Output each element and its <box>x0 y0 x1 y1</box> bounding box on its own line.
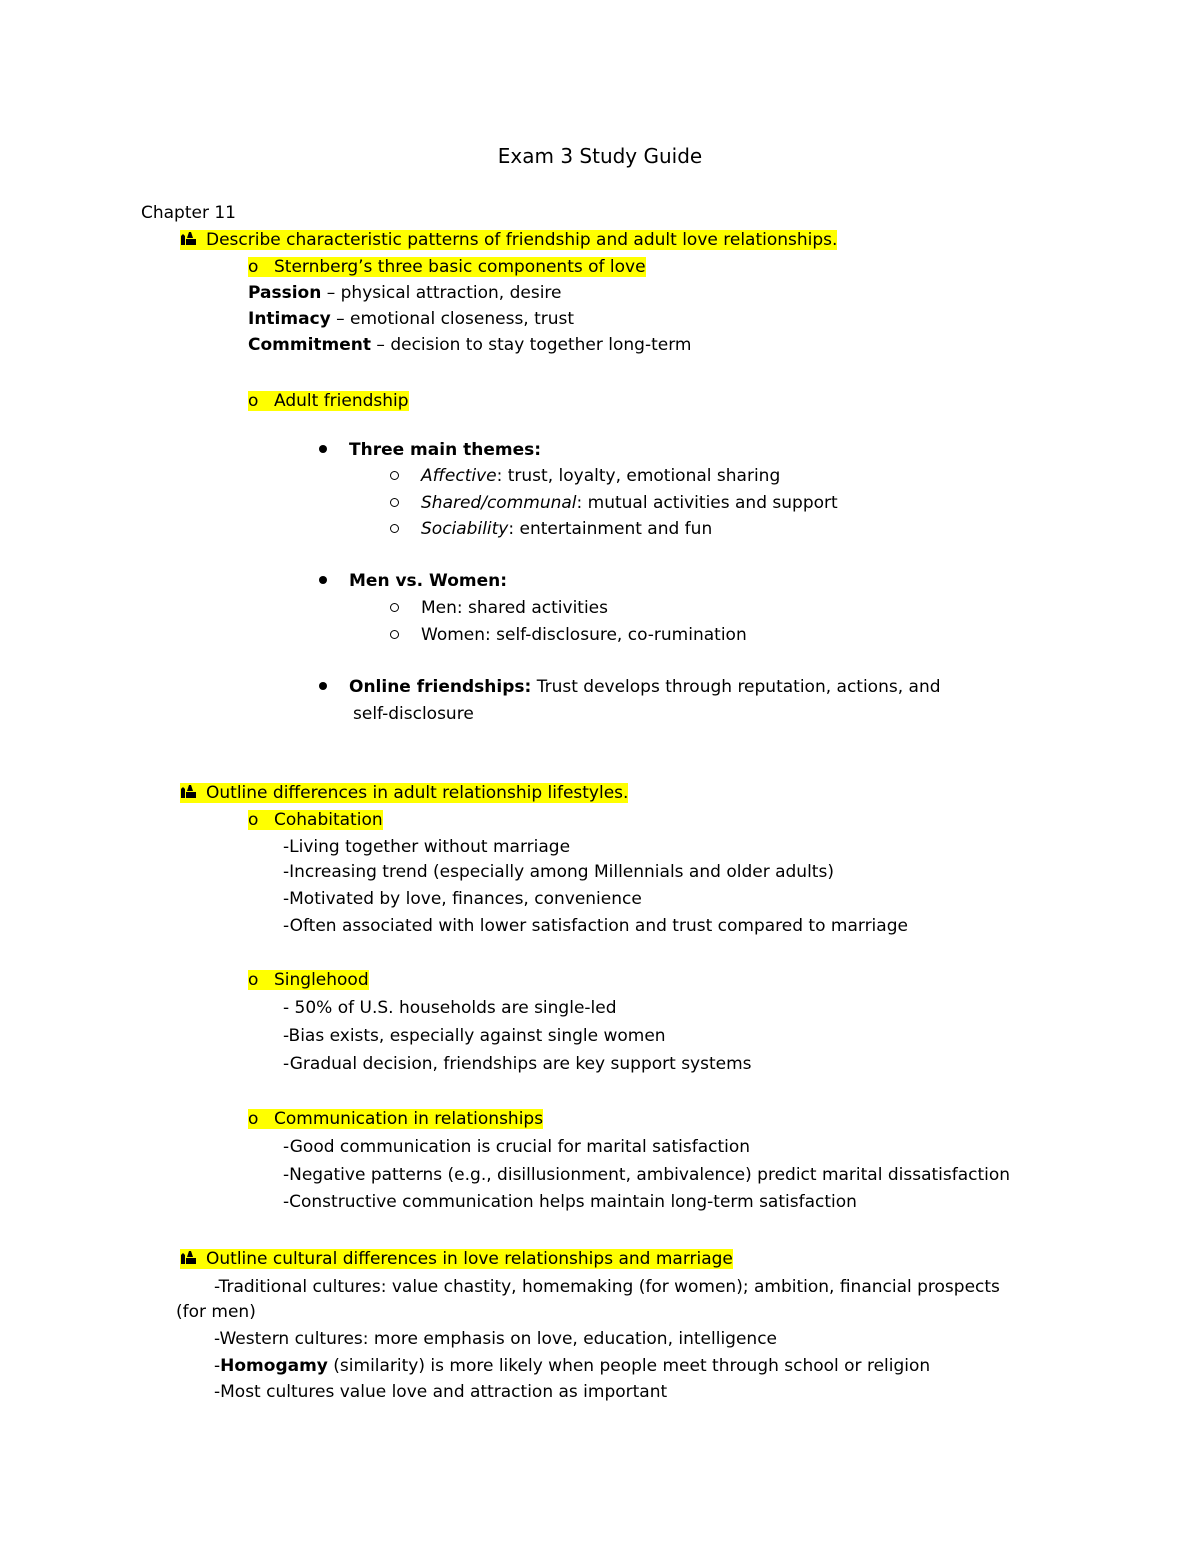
sub-bullet-marker: o <box>248 1109 259 1129</box>
sternberg-heading: o Sternberg’s three basic components of love <box>248 257 646 277</box>
list-item: Commitment – decision to stay together long-term <box>248 335 692 355</box>
list-item: Intimacy – emotional closeness, trust <box>248 309 575 329</box>
list-item: -Traditional cultures: value chastity, homemaking (for women); ambition, financial prospects <box>214 1277 1000 1297</box>
list-item: -Often associated with lower satisfaction and trust compared to marriage <box>283 916 908 936</box>
pencil-icon <box>180 783 198 799</box>
circle-bullet-icon <box>390 630 399 639</box>
bullet-icon <box>319 445 327 453</box>
list-item: -Most cultures value love and attraction as important <box>214 1382 668 1402</box>
circle-bullet-icon <box>390 603 399 612</box>
list-item-cont: (for men) <box>176 1302 256 1322</box>
bullet-icon <box>319 576 327 584</box>
singlehood-heading: o Singlehood <box>248 970 369 990</box>
pencil-icon <box>180 230 198 246</box>
section-3-heading: Outline cultural differences in love relationships and marriage <box>180 1247 733 1271</box>
bullet-icon <box>319 682 327 690</box>
gender-heading: Men vs. Women: <box>319 569 507 593</box>
list-item: -Constructive communication helps maintain long-term satisfaction <box>283 1192 857 1212</box>
list-item: Affective: trust, loyalty, emotional sharing <box>390 464 780 488</box>
pencil-icon <box>180 1249 198 1265</box>
themes-heading: Three main themes: <box>319 438 541 462</box>
online-friendships: Online friendships: Trust develops through reputation, actions, and <box>319 675 941 699</box>
circle-bullet-icon <box>390 524 399 533</box>
list-item: Men: shared activities <box>390 596 608 620</box>
communication-heading: o Communication in relationships <box>248 1109 544 1129</box>
list-item: -Increasing trend (especially among Millennials and older adults) <box>283 862 834 882</box>
list-item: Women: self-disclosure, co-rumination <box>390 623 747 647</box>
sub-bullet-marker: o <box>248 391 259 411</box>
list-item: - 50% of U.S. households are single-led <box>283 998 617 1018</box>
list-item: -Gradual decision, friendships are key support systems <box>283 1054 752 1074</box>
page-title: Exam 3 Study Guide <box>497 144 703 168</box>
friendship-heading: o Adult friendship <box>248 391 409 411</box>
list-item: -Western cultures: more emphasis on love, education, intelligence <box>214 1329 778 1349</box>
section-2-heading: Outline differences in adult relationship lifestyles. <box>180 781 628 805</box>
sub-bullet-marker: o <box>248 257 259 277</box>
sub-bullet-marker: o <box>248 810 259 830</box>
list-item: -Living together without marriage <box>283 837 571 857</box>
list-item: -Bias exists, especially against single women <box>283 1026 666 1046</box>
section-1-heading: Describe characteristic patterns of friendship and adult love relationships. <box>180 228 837 252</box>
sub-bullet-marker: o <box>248 970 259 990</box>
list-item: Passion – physical attraction, desire <box>248 283 562 303</box>
list-item: -Motivated by love, finances, convenience <box>283 889 642 909</box>
online-friendships-cont: self-disclosure <box>353 704 474 724</box>
list-item: -Good communication is crucial for marital satisfaction <box>283 1137 751 1157</box>
cohabitation-heading: o Cohabitation <box>248 810 383 830</box>
list-item: Shared/communal: mutual activities and support <box>390 491 838 515</box>
chapter-heading: Chapter 11 <box>141 203 237 223</box>
list-item: -Negative patterns (e.g., disillusionment, ambivalence) predict marital dissatisfaction <box>283 1165 1011 1185</box>
circle-bullet-icon <box>390 471 399 480</box>
list-item: Sociability: entertainment and fun <box>390 517 712 541</box>
circle-bullet-icon <box>390 498 399 507</box>
list-item: -Homogamy (similarity) is more likely when people meet through school or religion <box>214 1356 931 1376</box>
